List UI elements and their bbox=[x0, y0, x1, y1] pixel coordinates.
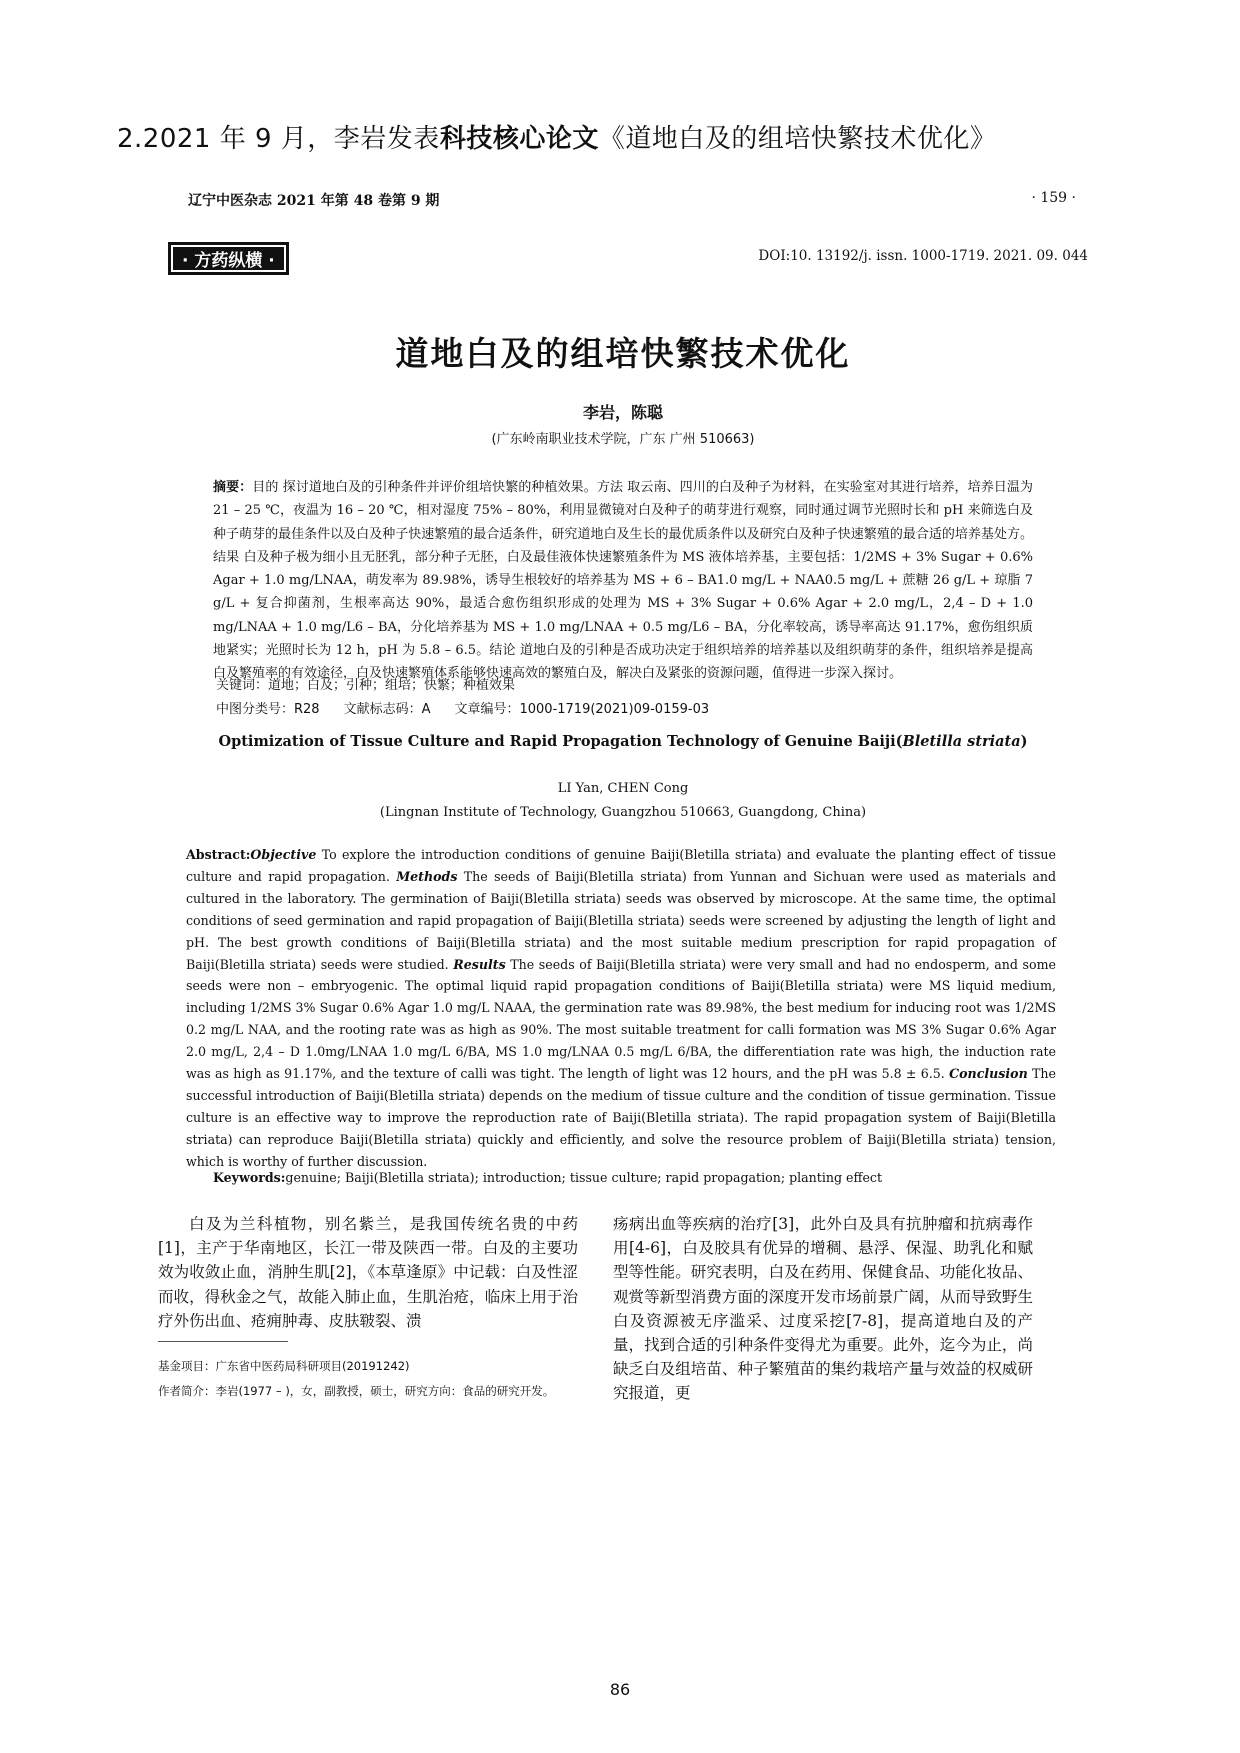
page-number: 86 bbox=[609, 1680, 631, 1699]
footnote-author: 作者简介：李岩(1977 – )，女，副教授，硕士，研究方向：食品的研究开发。 bbox=[158, 1384, 555, 1398]
title-cn: 道地白及的组培快繁技术优化 bbox=[395, 334, 851, 373]
conclusion-label: Conclusion bbox=[949, 1066, 1028, 1082]
affiliation-en: (Lingnan Institute of Technology, Guangzhou 510663, Guangdong, China) bbox=[379, 805, 867, 820]
keywords-en-label: Keywords: bbox=[213, 1170, 286, 1185]
journal-header-right: · 159 · bbox=[1031, 190, 1076, 206]
doc-code: 文献标志码：A bbox=[343, 702, 431, 717]
heading-suffix: 《道地白及的组培快繁技术优化》 bbox=[598, 124, 997, 154]
methods-label: Methods bbox=[396, 868, 458, 884]
keywords-en-text: genuine; Baiji(Bletilla striata); introduction; tissue culture; rapid propagation; planting effect bbox=[285, 1170, 883, 1185]
article-number: 文章编号：1000-1719(2021)09-0159-03 bbox=[454, 702, 710, 717]
affiliation-cn: (广东岭南职业技术学院，广东 广州 510663) bbox=[491, 432, 755, 447]
results-label: Results bbox=[453, 956, 506, 972]
abstract-en bbox=[186, 844, 1056, 1173]
authors-cn: 李岩，陈聪 bbox=[582, 403, 663, 422]
methods-text: The seeds of Baiji(Bletilla striata) from Yunnan and Sichuan were used as materials and cultured in the laboratory. The germination of Baiji(Bletilla striata) seeds was observed by microscope. At the same time, the optimal conditions of seed germination and rapid propagation of Baiji(Bletilla striata) seeds were screened by adjusting the length of light and pH. The best growth conditions of Baiji(Bletilla striata) and the most suitable medium prescription for rapid propagation of Baiji(Bletilla striata) seeds were studied. bbox=[186, 868, 1057, 972]
clc-code: 中图分类号：R28 bbox=[216, 702, 320, 717]
title-en-close: ) bbox=[1020, 733, 1028, 750]
keywords-en bbox=[213, 1170, 882, 1185]
abstract-en-label: Abstract: bbox=[186, 847, 251, 862]
title-en bbox=[158, 733, 1088, 750]
body-right-column: 疡病出血等疾病的治疗[3]，此外白及具有抗肿瘤和抗病毒作用[4-6]，白及胶具有优异的增稠、悬浮、保湿、助乳化和赋型等性能。研究表明，白及在药用、保健食品、功能化妆品、观赏等新型消费方面的深度开发市场前景广阔，从而导致野生白及资源被无序滥采、过度采挖[7-8]，提高道地白及的产量，找到合适的引种条件变得尤为重要。此外，迄今为止，尚缺乏白及组培苗、种子繁殖苗的集约栽培产量与效益的权威研究报道，更 bbox=[613, 1215, 1033, 1403]
footnote-rule bbox=[158, 1341, 288, 1342]
title-en-latin: Bletilla striata bbox=[902, 733, 1021, 750]
heading-prefix: 2.2021 年 9 月，李岩发表 bbox=[117, 124, 440, 154]
classification bbox=[216, 698, 733, 717]
results-text: The seeds of Baiji(Bletilla striata) were very small and had no endosperm, and some seeds were non – embryogenic. The optimal liquid rapid propagation conditions of Baiji(Bletilla striata) were MS liquid medium, including 1/2MS 3% Sugar 0.6% Agar 1.0 mg/L NAAA, the germination rate was 89.98%, the best medium for inducing root was 1/2MS 0.2 mg/L NAA, and the rooting rate was as high as 90%. The most suitable treatment for calli formation was MS 3% Sugar 0.6% Agar 2.0 mg/L, 2,4 – D 1.0mg/LNAA 1.0 mg/L 6/BA, MS 1.0 mg/LNAA 0.5 mg/L 6/BA, the differentiation rate was high, the induction rate was as high as 91.17%, and the texture of calli was tight. The length of light was 12 hours, and the pH was 5.8 ± 6.5. bbox=[186, 956, 1056, 1082]
doi: DOI:10. 13192/j. issn. 1000-1719. 2021. 09. 044 bbox=[758, 248, 1088, 264]
abstract-cn bbox=[213, 476, 1033, 686]
heading-bold: 科技核心论文 bbox=[439, 124, 599, 154]
objective-text: To explore the introduction conditions of genuine Baiji(Bletilla striata) and evaluate the planting effect of tissue culture and rapid propagation. bbox=[186, 847, 1056, 884]
abstract-cn-label: 摘要： bbox=[213, 480, 253, 495]
footnote-fund: 基金项目：广东省中医药局科研项目(20191242) bbox=[158, 1359, 410, 1373]
conclusion-text: The successful introduction of Baiji(Bletilla striata) depends on the medium of tissue culture and the condition of tissue germination. Tissue culture is an effective way to improve the reproduction rate of Baiji(Bletilla striata). The rapid propagation system of Baiji(Bletilla striata) can reproduce Baiji(Bletilla striata) quickly and efficiently, and solve the resource problem of Baiji(Bletilla striata) tension, which is worthy of further discussion. bbox=[186, 1066, 1056, 1169]
body-left-column: 白及为兰科植物，别名紫兰，是我国传统名贵的中药[1]，主产于华南地区，长江一带及陕西一带。白及的主要功效为收敛止血，消肿生肌[2]，《本草逢原》中记载：白及性涩而收，得秋金之气，故能入肺止血，生肌治疮，临床上用于治疗外伤出血、疮痈肿毒、皮肤皲裂、溃 bbox=[158, 1215, 578, 1330]
keywords-cn: 关键词：道地；白及；引种；组培；快繁；种植效果 bbox=[216, 678, 516, 693]
document-heading bbox=[117, 118, 996, 155]
objective-label: Objective bbox=[250, 847, 317, 862]
authors-en: LI Yan, CHEN Cong bbox=[557, 781, 689, 796]
title-en-main: Optimization of Tissue Culture and Rapid Propagation Technology of Genuine Baiji( bbox=[218, 733, 903, 750]
abstract-cn-text: 目的 探讨道地白及的引种条件并评价组培快繁的种植效果。方法 取云南、四川的白及种子为材料，在实验室对其进行培养，培养日温为 21 – 25 ℃，夜温为 16 – 20 ℃，相对湿度 75% – 80%，利用显微镜对白及种子的萌芽进行观察，同时通过调节光照时长和 pH 来筛选白及种子萌芽的最佳条件以及白及种子快速繁殖的最合适条件，研究道地白及生长的最优质条件以及研究白及种子快速繁殖的最合适的培养基处方。结果 白及种子极为细小且无胚乳，部分种子无胚，白及最佳液体快速繁殖条件为 MS 液体培养基，主要包括：1/2MS + 3% Sugar + 0.6% Agar + 1.0 mg/LNAA，萌发率为 89.98%，诱导生根较好的培养基为 MS + 6 – BA1.0 mg/L + NAA0.5 mg/L + 蔗糖 26 g/L + 琼脂 7 g/L + 复合抑菌剂，生根率高达 90%，最适合愈伤组织形成的处理为 MS + 3% Sugar + 0.6% Agar + 2.0 mg/L，2,4 – D + 1.0 mg/LNAA + 1.0 mg/L6 – BA，分化培养基为 MS + 1.0 mg/LNAA + 0.5 mg/L6 – BA，分化率较高，诱导率高达 91.17%，愈伤组织质地紧实；光照时长为 12 h，pH 为 5.8 – 6.5。结论 道地白及的引种是否成功决定于组织培养的培养基以及组织萌芽的条件，组织培养是提高白及繁殖率的有效途径，白及快速繁殖体系能够快速高效的繁殖白及，解决白及紧张的资源问题，值得进一步深入探讨。 bbox=[213, 480, 1033, 682]
section-tag: · 方药纵横 · bbox=[168, 242, 289, 275]
paper-scan bbox=[158, 178, 1088, 1680]
journal-header-left: 辽宁中医杂志 2021 年第 48 卷第 9 期 bbox=[188, 193, 440, 209]
